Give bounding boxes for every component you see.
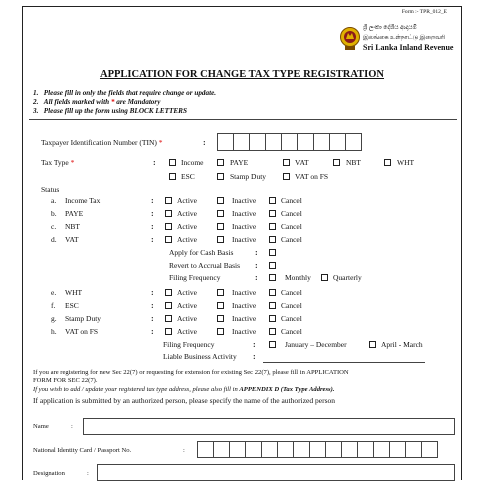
status-vat-on-fs-inactive-checkbox[interactable] — [217, 328, 224, 335]
vat-accrual-basis-checkbox[interactable] — [269, 262, 276, 269]
instruction-2: 2. All fields marked with * are Mandatory — [33, 98, 161, 106]
instruction-1: 1. Please fill in only the fields that require change or update. — [33, 89, 217, 97]
vat-on-fs-apr-mar-checkbox[interactable] — [369, 341, 376, 348]
status-esc-cancel-checkbox[interactable] — [269, 302, 276, 309]
tin-label: Taxpayer Identification Number (TIN) * — [41, 138, 163, 147]
liable-business-activity-input[interactable] — [263, 362, 425, 363]
status-esc-active-checkbox[interactable] — [165, 302, 172, 309]
note-sec-22-7: If you are registering for new Sec 22(7) or requesting for extension for existing Sec 22(7), please fill in APPLICATION — [33, 369, 349, 376]
org-name-tamil: இலங்கை உள்நாட்டு இறைவரி — [363, 35, 446, 41]
status-paye-inactive-checkbox[interactable] — [217, 210, 224, 217]
status-nbt-cancel-checkbox[interactable] — [269, 223, 276, 230]
status-vat-active-checkbox[interactable] — [165, 236, 172, 243]
tax-type-stamp-duty-checkbox[interactable] — [217, 173, 224, 180]
sri-lanka-emblem-icon — [339, 25, 361, 51]
nic-passport-input-boxes[interactable] — [197, 441, 437, 458]
status-label: Status — [41, 185, 60, 194]
status-income-tax-active-checkbox[interactable] — [165, 197, 172, 204]
status-wht-inactive-checkbox[interactable] — [217, 289, 224, 296]
authorized-name-label: Name — [33, 423, 49, 430]
form-id: Form :- TPR_012_E — [401, 9, 447, 15]
tax-type-esc-checkbox[interactable] — [169, 173, 176, 180]
org-name-sinhala: ශ්‍රී ලංකා දේශීය ආදායම් — [363, 25, 417, 31]
status-vat-on-fs-active-checkbox[interactable] — [165, 328, 172, 335]
status-vat-inactive-checkbox[interactable] — [217, 236, 224, 243]
vat-on-fs-jan-dec-checkbox[interactable] — [269, 341, 276, 348]
status-stamp-duty-cancel-checkbox[interactable] — [269, 315, 276, 322]
vat-filing-frequency-checkbox[interactable] — [269, 274, 276, 281]
note-authorized-person: If application is submitted by an authorized person, please specify the name of the authorized person — [33, 396, 335, 405]
status-wht-cancel-checkbox[interactable] — [269, 289, 276, 296]
org-name-english: Sri Lanka Inland Revenue — [363, 43, 454, 52]
tax-type-label: Tax Type * — [41, 158, 75, 167]
tin-input-boxes[interactable] — [217, 133, 361, 151]
tax-type-wht-checkbox[interactable] — [384, 159, 391, 166]
note-appendix-d: If you wish to add / update your registered tax type address, please also fill in APPENDIX D (Tax Type Address). — [33, 386, 335, 393]
status-stamp-duty-active-checkbox[interactable] — [165, 315, 172, 322]
page-title: APPLICATION FOR CHANGE TAX TYPE REGISTRATION — [99, 69, 385, 80]
status-nbt-inactive-checkbox[interactable] — [217, 223, 224, 230]
status-income-tax-cancel-checkbox[interactable] — [269, 197, 276, 204]
tax-type-paye-checkbox[interactable] — [217, 159, 224, 166]
tax-type-vat-on-fs-checkbox[interactable] — [283, 173, 290, 180]
nic-passport-label: National Identity Card / Passport No. — [33, 447, 132, 454]
status-esc-inactive-checkbox[interactable] — [217, 302, 224, 309]
status-stamp-duty-inactive-checkbox[interactable] — [217, 315, 224, 322]
vat-cash-basis-checkbox[interactable] — [269, 249, 276, 256]
tax-type-income-checkbox[interactable] — [169, 159, 176, 166]
form-page: Form :- TPR_012_E ශ්‍රී ලංකා දේශීය ආදායම් இலங்கை உள்நாட்டு இறைவரி Sri Lanka Inland Revenue APPLICATION FOR CHANGE TAX TYPE REGISTRATION 1. Please fill in only the fields that require change or update. 2. All fields marked with * are Mandatory 3. Please fill up the form using BLOCK LETTERS Taxpayer Identification Number (TIN) * : Tax Type * : Income PAYE VAT NBT WHT ESC Stamp Duty VAT on FS Status a. Income Tax : Active Inactive Cancel b. PAYE : Active Inactive Cancel c. NBT : Active Inactive Cancel d. VAT : Active Inactive Cancel Apply for Cash Basis : Revert to Accrual Basis : Filing Frequency : Monthly Quarterly e. WHT : Active Inactive Cancel f. ESC : Active Inactive Cancel g. Stamp Duty : Active Inactive Cancel h. VAT on FS : Active Inactive Cancel Filing Frequency : January – December April - March Liable Business Activity : If you are registering for new Sec 22(7) or requesting for extension for existing Sec 22(7), please fill in APPLICATION FORM FOR SEC 22(7). If you wish to add / update your registered tax type address, please also fill in APPENDIX D (Tax Type Address). If application is submitted by an authorized person, please specify the name of the authorized person Name : National Identity Card / Passport No. : Designation : — [22, 6, 462, 480]
vat-quarterly-checkbox[interactable] — [321, 274, 328, 281]
status-income-tax-inactive-checkbox[interactable] — [217, 197, 224, 204]
designation-input[interactable] — [97, 464, 455, 481]
status-wht-active-checkbox[interactable] — [165, 289, 172, 296]
status-paye-cancel-checkbox[interactable] — [269, 210, 276, 217]
status-nbt-active-checkbox[interactable] — [165, 223, 172, 230]
tax-type-vat-checkbox[interactable] — [283, 159, 290, 166]
status-vat-cancel-checkbox[interactable] — [269, 236, 276, 243]
status-vat-on-fs-cancel-checkbox[interactable] — [269, 328, 276, 335]
section-divider — [29, 119, 457, 120]
status-paye-active-checkbox[interactable] — [165, 210, 172, 217]
authorized-name-input[interactable] — [83, 418, 455, 435]
designation-label: Designation — [33, 470, 65, 477]
instruction-3: 3. Please fill up the form using BLOCK LETTERS — [33, 107, 187, 115]
tax-type-nbt-checkbox[interactable] — [333, 159, 340, 166]
